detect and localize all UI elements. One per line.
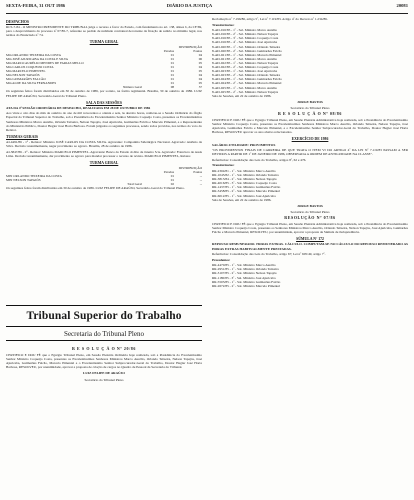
- transfer-list: [212, 169, 408, 198]
- list-item: 8-AD-023/85 - 2º - Sal. Ministro Orlando Teixeira: [212, 73, 281, 78]
- list-item: 8-AD-016/85 - 1º - Sal. Ministro Marco Aurélio: [212, 28, 278, 33]
- section-subtitle: REPOUSO REMUNERADO. HORAS EXTRAS. CÁLCULO. COMPUTAM-SE NO CÁLCULO DO REPOUSO REMUNERADO AS HORAS EXTRAS HABITUALMENTE PRESTADAS.: [212, 242, 408, 251]
- list-item: RR-6012/85 - 1º - Sal. Ministro José Ajuricaba: [212, 193, 276, 198]
- table-header: DISTRIBUIÇÃO: [178, 45, 202, 50]
- resolution-title: R E S O L U Ç Ã O Nº 08/86: [277, 110, 343, 116]
- table-row: Min MARCO AURÉLIO MENDES DE FARIAS MELLO 01 05: [6, 61, 202, 66]
- secretaria-banner: Secretaria do Tribunal Pleno: [6, 330, 202, 341]
- list-item: RR-2304/81 - 1º - Sal. Ministro Marco Aurélio: [212, 169, 276, 173]
- section-subtitle: ATA DA 4ª SESSÃO ORDINÁRIA DE DESPACHO, REALIZADA EM 28 DE OUTUBRO DE 1986: [6, 105, 151, 110]
- list-item: RR-2951/85 - 1º - Sal. Ministro Orlando Teixeira: [212, 267, 279, 272]
- header-rule: [6, 13, 408, 14]
- resolution-text: CERTIFICO E DOU FÉ que o Egrégio Tribunal Pleno, em Sessão Plenária Ordinária hoje realizada, sob a Presidência do Excelentíssimo Senhor Ministro Coqueijo Costa, presentes os Excelentíssimos Senhores Ministros Marco Aurélio, Orlando Teixeira, Nelson Tapajós, José Ajuricaba, Guimarães Falcão, Marcelo Pimentel e o Excelentíssimo Senhor Subprocurador-Geral do Trabalho, Doutor Hegler José Horta Barbosa, RESOLVEU, por unanimidade, aprovar a proposta de criação de cargos no Quadro de Pessoal da Secretaria do Tribunal.: [6, 353, 202, 370]
- list-item: 8-AD-021/85 - 1º - Sal. Ministro Marcelo Pimentel: [212, 52, 282, 57]
- section-title: TURMA GERAL: [89, 160, 119, 165]
- list-title: Transferências:: [212, 163, 235, 168]
- list-item: 8-AD-016/85 - 2º - Sal. Ministro Nelson Tapajós: [212, 32, 279, 37]
- list-item: 8-AD-016/85 - 4º - Sal. Ministro José Ajuricaba: [212, 40, 278, 45]
- list-item: RR-1180/85 - 3º - Sal. Ministro José Ajuricaba: [212, 275, 276, 280]
- table-row: Min ORLANDO TEIXEIRA DA COSTA 01 04: [6, 53, 202, 58]
- list-item: RR-4016/85 - 3º - Sal. Ministro Coqueijo Costa: [212, 181, 277, 186]
- list-item: RR-2672/85 - 2º - Sal. Ministro Marcelo Pimentel: [212, 283, 280, 288]
- list-item: RR-3813/84 - 2º - Sal. Ministro Nelson Tapajós: [212, 177, 277, 182]
- section-paragraph: RCS-7-84 - O MINISTRO PRESIDENTE DO TRIBUNAL julga o recurso a favor do Estado, com fundamento no art. 138, alínea b, da CF/69, para o desprovimento do processo nº 07/85-7, referente ao pedido de nulidade contratual decorrente da fixação de salário no mínimo legal, nos termos do Enunciado nº 74.: [6, 25, 202, 38]
- list-item: 8-AD-025/85 - 2º - Sal. Ministro Nelson Tapajós: [212, 89, 279, 94]
- section-paragraph: AI-3847/86 - 2ª - Relator: Ministro MARCELO PIMENTEL. Agravante: Banco do Estado do Rio de Janeiro S/A. Agravado: Francisco de Assis Lima. Decisão: unanimemente, dar provimento ao agravo para mandar processar o recurso de revista. MARCELO PIMENTEL, Relator.: [6, 149, 202, 158]
- resolution-text: CERTIFICO E DOU FÉ que o Egrégio Tribunal Pleno, em Sessão Plenária Administrativa hoje realizada, sob a Presidência do Excelentíssimo Senhor Ministro Coqueijo Costa, presentes os Senhores Ministros Marco Aurélio, Orlando Teixeira, Nelson Tapajós, José Ajuricaba, Guimarães Falcão e Marcelo Pimentel, RESOLVEU, por unanimidade, aprovar a proposta de Súmula de Jurisprudência.: [212, 222, 408, 235]
- page-header: [6, 4, 408, 13]
- table-row: MIN ORLANDO TEIXEIRA DA COSTA 01 --: [6, 173, 202, 178]
- list-item: 8-AD-024/85 - 1º - Sal. Ministro Guimarães Falcão: [212, 77, 282, 82]
- list-title: Transferências:: [212, 22, 235, 27]
- signature-name: JORGE BASTOS: [297, 99, 323, 104]
- table-row: Min GUIMARÃES FALCÃO 01 04: [6, 77, 202, 82]
- section-title: EXERCÍCIO DE 1986: [291, 137, 329, 142]
- list-item: 8-AD-024/85 - 2º - Sal. Ministro Marcelo Pimentel: [212, 81, 282, 86]
- table-row: Min CARLOS COQUEIJO COSTA 01 04: [6, 65, 202, 70]
- list-item: RR-3107/85 - 2º - Sal. Ministro Nelson Tapajós: [212, 271, 277, 276]
- transfer-list: [212, 28, 408, 94]
- signature-role: Secretário do Tribunal Pleno: [290, 209, 330, 214]
- resolution-title: RESOLUÇÃO Nº 07/86: [284, 214, 336, 220]
- session-footer: Sala de Sessões, em 22 de outubro de 1986.: [212, 93, 272, 98]
- list-item: 8-AD-025/85 - 1º - Sal. Ministro Marco Aurélio: [212, 85, 278, 90]
- list-item: 8-AD-016/85 - 3º - Sal. Ministro Coqueijo Costa: [212, 36, 279, 41]
- list-item: RR-1437/85 - 1º - Sal. Ministro Guimarães Falcão: [212, 185, 281, 190]
- section-title: SÚMULA Nº 172: [296, 237, 324, 242]
- list-item: 8-AD-022/85 - 1º - Sal. Ministro Nelson Tapajós: [212, 60, 279, 65]
- signature-name: LUIZ FELIPE DE ARAÚJO: [83, 371, 125, 376]
- header-journal-title: DIÁRIO DA JUSTIÇA: [166, 3, 213, 8]
- list-item: 8-AD-020/85 - 1º - Sal. Ministro Orlando Teixeira: [212, 44, 281, 49]
- table-row: Min NELSON TAPAJÓS 01 04: [6, 73, 202, 78]
- list-item: RR-1045/82 - 1º - Sal. Ministro Orlando Teixeira: [212, 173, 279, 178]
- references-line: Referências: Consolidação das Leis do Trabalho, artigo 67; Lei nº 605/49, artigo 7º.: [212, 252, 326, 257]
- section-subtitle: SALÁRIO-UTILIDADE: PROVIMENTOS: [212, 142, 276, 147]
- signature-role: Secretário do Tribunal Pleno: [290, 105, 330, 110]
- distribution-table-2: DISTRIBUIÇÃO Paradas Pautas MIN ORLANDO TEIXEIRA DA COSTA 01 -- MIN NELSON TAPAJÓS 01 -- Total Geral 02 --: [6, 165, 202, 186]
- signature-name: JORGE BASTOS: [297, 203, 323, 208]
- left-column: [6, 17, 202, 191]
- list-item: RR-4470/85 - 1º - Sal. Ministro Marco Aurélio: [212, 263, 276, 268]
- section-title: TURMA GERAL: [89, 40, 119, 45]
- table-row: Min JOSÉ AJURICABA DA COSTA E SILVA 01 06: [6, 57, 202, 62]
- section-paragraph: Aos vinte e oito dias do mês de outubro do ano de mil novecentos e oitenta e seis, às dezoito horas, realizou-se a Sessão Ordinária do Órgão Especial do Tribunal Superior do Trabalho, sob a Presidência do Excelentíssimo Senhor Ministro Coqueijo Costa, presentes os Excelentíssimos Senhores Ministros Marco Aurélio, Orlando Teixeira, Nelson Tapajós, José Ajuricaba, Guimarães Falcão e Marcelo Pimentel, e o Representante do Ministério Público, Doutor Hegler José Horta Barbosa. Foram julgados os seguintes processos, sendo todos providos, nos termos do voto do Relator.: [6, 111, 202, 132]
- table-row: MIN NELSON TAPAJÓS 01 --: [6, 177, 202, 182]
- resolution-title: R E S O L U Ç Ã O Nº 20/86: [71, 346, 137, 351]
- intro-paragraph: Reclamação nº 7.196/86, artigo 5º, Lei nº 7.119/83. Artigo 4º do Decreto nº 1.234/86.: [212, 17, 328, 21]
- precedent-list: [212, 263, 408, 288]
- list-item: 8-AD-021/85 - 2º - Sal. Ministro Marco Aurélio: [212, 56, 278, 61]
- signature-role: Secretário do Tribunal Pleno: [84, 377, 124, 382]
- list-title: Precedentes:: [212, 257, 231, 262]
- right-column: [212, 17, 408, 288]
- table-total-row: Total Geral 02 --: [127, 181, 202, 186]
- tribunal-banner: Tribunal Superior do Trabalho: [6, 305, 202, 327]
- list-item: 8-AD-020/85 - 2º - Sal. Ministro Guimarães Falcão: [212, 48, 282, 53]
- list-item: RR-5503/85 - 1º - Sal. Ministro Guimarães Falcão: [212, 279, 281, 284]
- section-paragraph: "OS PROVIMENTOS FINAIS DE CARREIRA DE QUE TRATA O ITEM VI DO ARTIGO 4º DA LEI Nº 7.119/83 PASSAM A SER DEVIDOS A PARTIR DE 1º DE JANEIRO DE 1986, OBSERVADA A ORDEM DE ANTIGUIDADE NA CLASSE".: [212, 148, 408, 157]
- table-total-row: Número Geral 08 37: [123, 85, 202, 90]
- section-title: SALA DAS SESSÕES: [86, 100, 122, 105]
- section-title: TURMAS GERAIS: [6, 134, 38, 139]
- table-row: Min ALDE DA SILVA FERNANDES 01 05: [6, 81, 202, 86]
- references-line: Referências: Consolidação das Leis do Trabalho, artigos 8º, 62 e 476.: [212, 157, 307, 162]
- section-paragraph: Os seguintes feitos foram distribuídos em 30 de outubro de 1986, por sorteio, na forma regimental. Brasília, 30 de outubro de 1986. LUIZ FELIPE DE ARAÚJO, Secretário-Geral do Tribunal Pleno.: [6, 89, 202, 98]
- left-lower-block: [6, 345, 202, 384]
- distribution-table: [6, 45, 202, 89]
- table-header: Pautas: [193, 49, 202, 54]
- header-page-number: 20081: [396, 3, 408, 8]
- session-footer: Sala de Sessões, em 22 de outubro de 1986.: [212, 197, 272, 202]
- section-paragraph: Os seguintes feitos foram distribuídos em 30 de outubro de 1986. LUIZ FELIPE DE ARAÚJO, Secretário-Geral do Tribunal Pleno.: [6, 185, 185, 190]
- section-title: DESPACHOS: [6, 20, 29, 24]
- list-item: 8-AD-023/85 - 1º - Sal. Ministro José Ajuricaba: [212, 69, 278, 74]
- table-row: Min MARCELO PIMENTEL 01 05: [6, 69, 202, 74]
- table-header: Paradas: [163, 49, 174, 54]
- list-item: 8-AD-022/85 - 2º - Sal. Ministro Coqueijo Costa: [212, 65, 279, 70]
- list-item: RR-3458/85 - 2º - Sal. Ministro Marcelo Pimentel: [212, 189, 280, 194]
- section-paragraph: AI-4491/86 - 1ª - Relator: Ministro JOSÉ CARLOS DA COSTA SILVA. Agravante: Companhia Siderúrgica Nacional. Agravado: Antônio da Silva. Decisão: unanimemente, negar provimento ao agravo. Brasília, 28 de outubro de 1986.: [6, 139, 202, 148]
- resolution-text: CERTIFICO E DOU FÉ que o Egrégio Tribunal Pleno, em Sessão Plenária Administrativa hoje realizada, sob a Presidência do Excelentíssimo Senhor Ministro Coqueijo Costa, presentes os Excelentíssimos Senhores Ministros Marco Aurélio, Orlando Teixeira, Nelson Tapajós, José Ajuricaba, Guimarães Falcão e Marcelo Pimentel, e o Excelentíssimo Senhor Subprocurador-Geral do Trabalho, Doutor Hegler José Horta Barbosa, RESOLVEU aprovar os atos abaixo relacionados.: [212, 118, 408, 135]
- header-date: SEXTA-FEIRA, 31 OUT 1986: [6, 3, 66, 8]
